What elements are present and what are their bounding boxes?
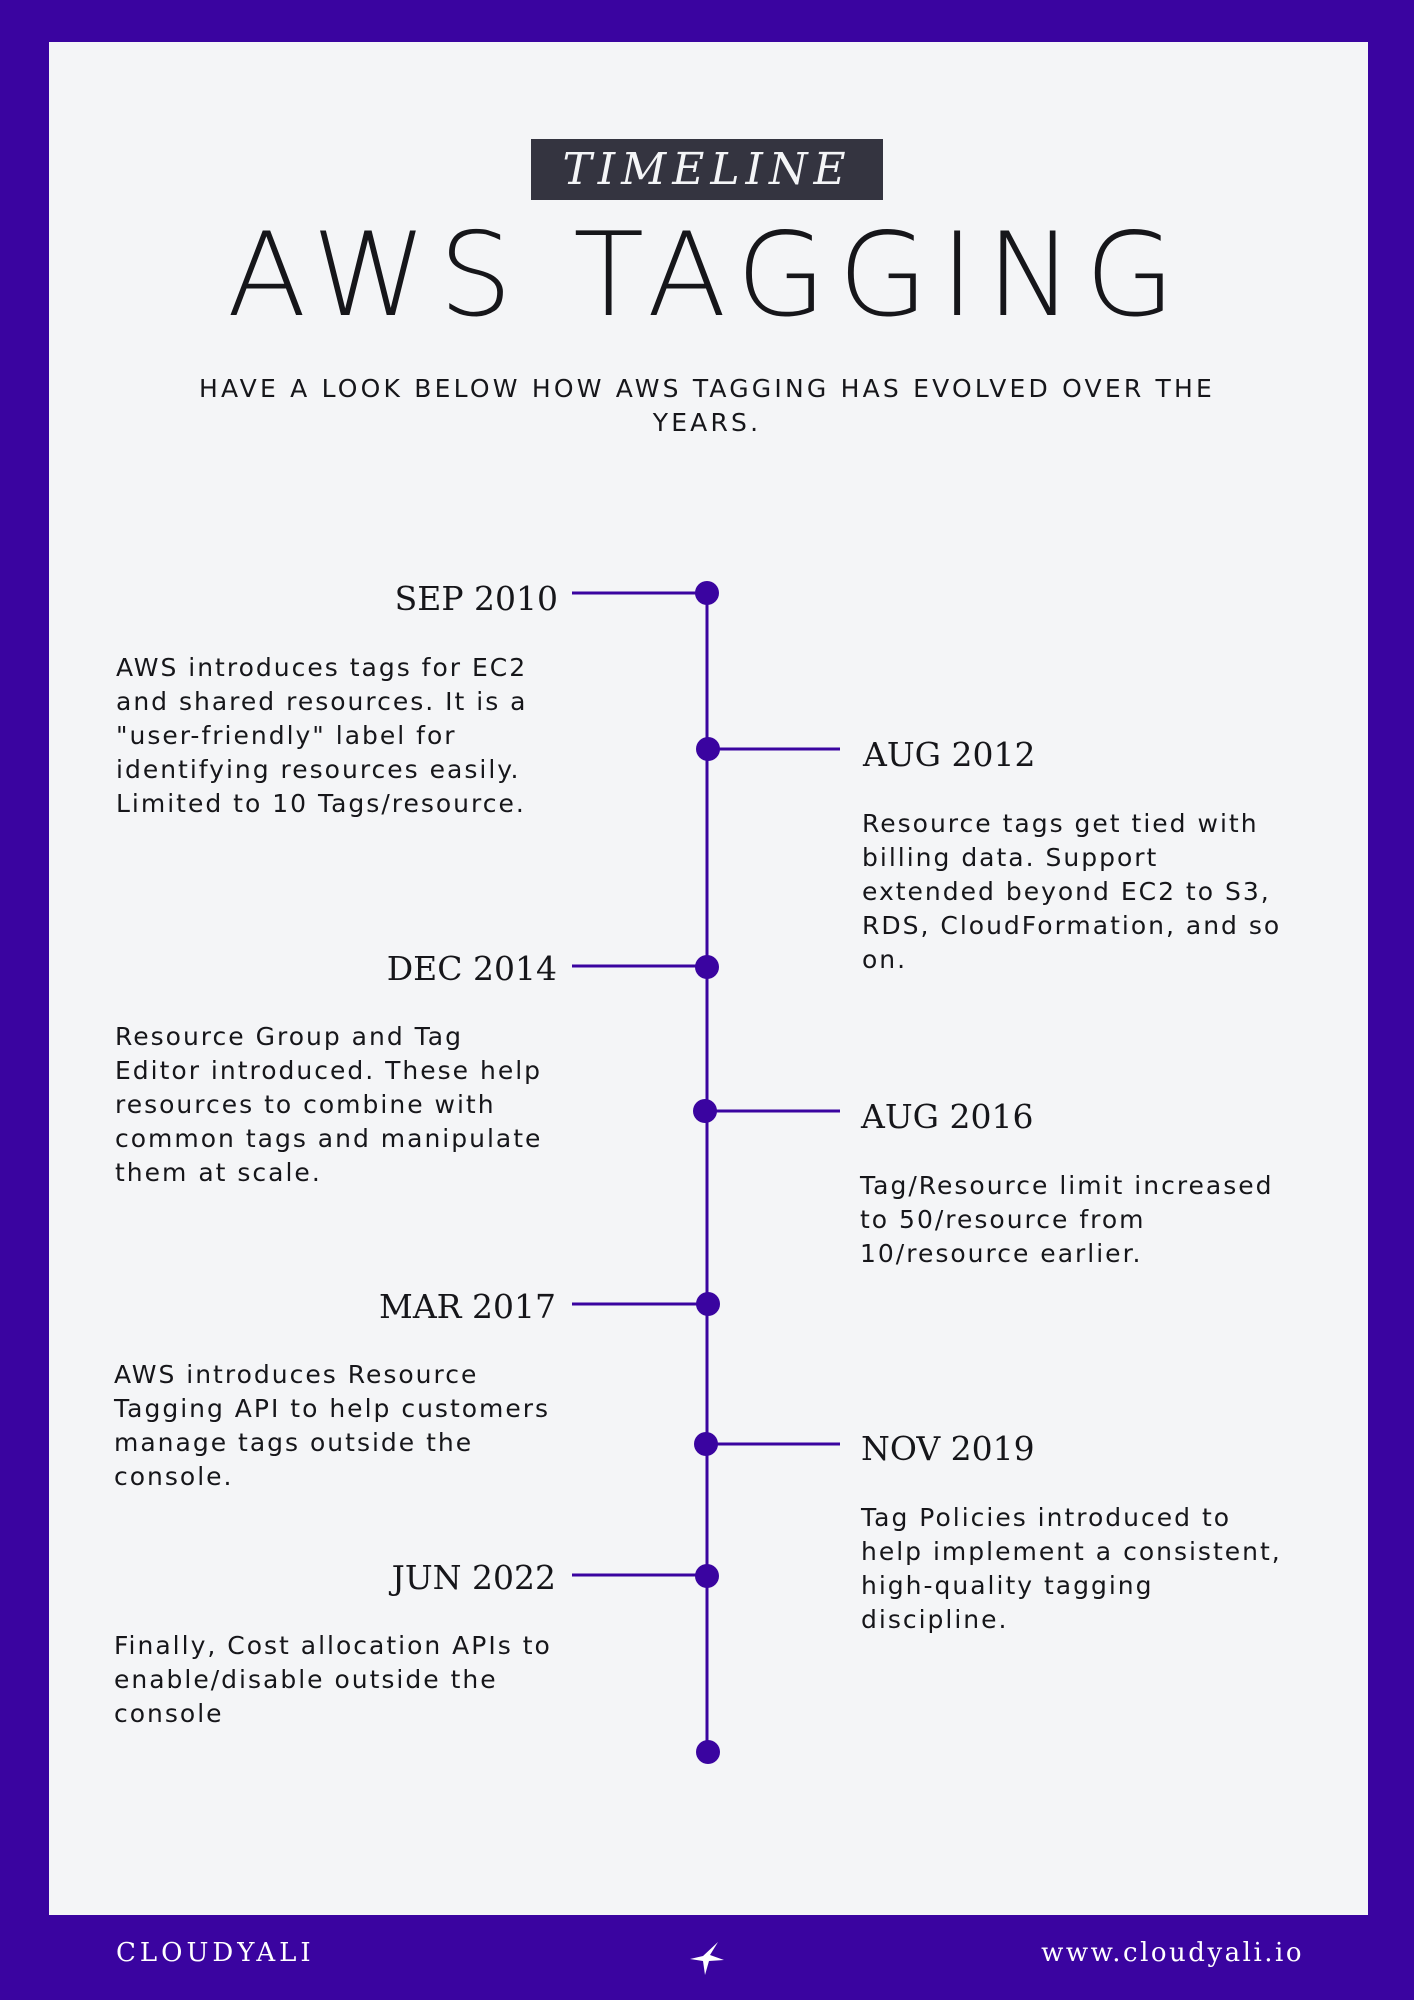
page-title: AWS TAGGING: [226, 208, 1188, 343]
event-text-7: Finally, Cost allocation APIs to enable/disable outside the console: [114, 1631, 552, 1728]
sparkle-star-icon: [688, 1938, 726, 1976]
event-text-1: AWS introduces tags for EC2 and shared resources. It is a "user-friendly" label for identifying resources easily. Limited to 10 Tags/resource.: [116, 653, 528, 818]
event-text-2: Resource tags get tied with billing data. Support extended beyond EC2 to S3, RDS, CloudFormation, and so on.: [862, 809, 1282, 974]
event-date-5: MAR 2017: [379, 1287, 556, 1326]
timeline-connector-1: [572, 581, 719, 605]
event-text-6: Tag Policies introduced to help implement a consistent, high-quality tagging discipline.: [861, 1503, 1282, 1634]
page-subtitle: HAVE A LOOK BELOW HOW AWS TAGGING HAS EVOLVED OVER THE YEARS.: [198, 374, 1216, 437]
timeline-label: TIMELINE: [562, 143, 852, 195]
timeline-connector-3: [572, 955, 719, 979]
timeline-connector-5: [572, 1292, 720, 1316]
footer-brand: CLOUDYALI: [116, 1938, 315, 1968]
event-date-6: NOV 2019: [861, 1429, 1035, 1468]
timeline-connector-4: [693, 1099, 840, 1123]
event-text-4: Tag/Resource limit increased to 50/resource from 10/resource earlier.: [860, 1171, 1274, 1268]
footer-url[interactable]: www.cloudyali.io: [1041, 1938, 1304, 1968]
timeline-connector-6: [694, 1432, 840, 1456]
event-date-4: AUG 2016: [861, 1097, 1034, 1136]
event-date-3: DEC 2014: [386, 949, 557, 988]
timeline-end-dot: [696, 1740, 720, 1764]
event-text-5: AWS introduces Resource Tagging API to help customers manage tags outside the console.: [114, 1360, 551, 1491]
event-date-2: AUG 2012: [863, 735, 1036, 774]
event-text-3: Resource Group and Tag Editor introduced. These help resources to combine with common tags and manipulate them at scale.: [115, 1022, 543, 1187]
event-date-7: JUN 2022: [391, 1558, 556, 1597]
event-date-1: SEP 2010: [394, 579, 558, 618]
timeline-connector-7: [572, 1564, 719, 1588]
timeline-connector-2: [696, 737, 840, 761]
